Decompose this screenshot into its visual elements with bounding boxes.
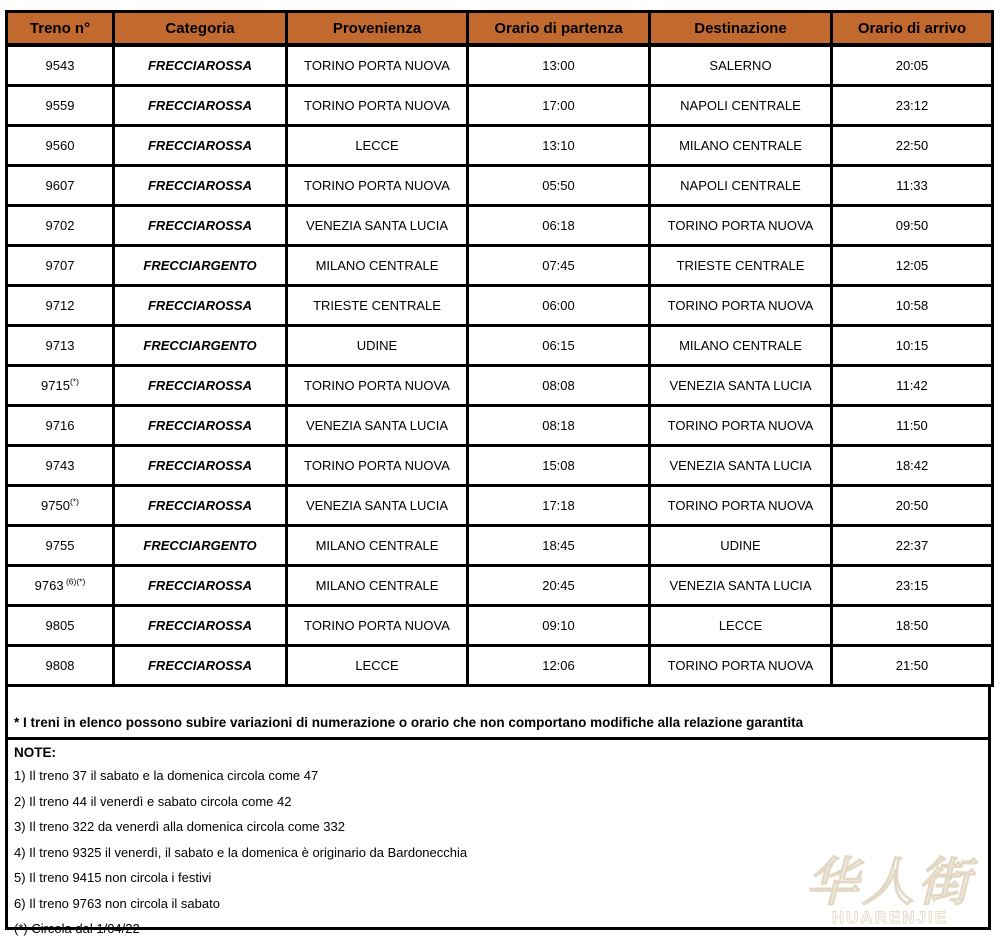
cell-train-number [7, 526, 114, 566]
note-line: 1) Il treno 37 il sabato e la domenica circola come 47 [14, 768, 319, 783]
cell-train-number [7, 86, 114, 126]
table-row [7, 45, 993, 86]
cell-destination: VENEZIA SANTA LUCIA [650, 366, 832, 406]
note-line: 6) Il treno 9763 non circola il sabato [14, 895, 220, 911]
cell-arrival-time: 18:50 [832, 606, 993, 646]
train-number-footnote-marker: (*) [69, 496, 79, 507]
cell-destination: TORINO PORTA NUOVA [650, 646, 832, 686]
table-row [7, 86, 993, 126]
cell-train-number [7, 126, 114, 166]
table-row [7, 646, 993, 686]
cell-destination: TORINO PORTA NUOVA [650, 486, 832, 526]
table-row [7, 406, 993, 446]
cell-arrival-time: 11:33 [832, 166, 993, 206]
cell-arrival-time: 20:50 [832, 486, 993, 526]
header-category: Categoria [114, 12, 287, 46]
cell-origin: TRIESTE CENTRALE [287, 286, 468, 326]
cell-category: FRECCIAROSSA [114, 366, 287, 406]
table-row [7, 446, 993, 486]
train-number-text: 9707 [45, 258, 75, 273]
notes-box [5, 737, 991, 936]
table-row [7, 326, 993, 366]
cell-departure-time: 06:18 [468, 206, 650, 246]
cell-departure-time: 15:08 [468, 446, 650, 486]
cell-category: FRECCIAROSSA [114, 286, 287, 326]
cell-category: FRECCIARGENTO [114, 246, 287, 286]
cell-arrival-time: 10:58 [832, 286, 993, 326]
note-line: 2) Il treno 44 il venerdì e sabato circola come 42 [14, 793, 292, 809]
train-number-text: 9712 [45, 298, 75, 313]
cell-departure-time: 06:00 [468, 286, 650, 326]
note-line: 4) Il treno 9325 il venerdì, il sabato e la domenica è originario da Bardonecchia [14, 844, 468, 860]
train-number-text: 9607 [45, 178, 75, 193]
table-row [7, 206, 993, 246]
cell-destination: NAPOLI CENTRALE [650, 86, 832, 126]
cell-category: FRECCIAROSSA [114, 486, 287, 526]
train-number-footnote-marker: (6)(*) [63, 576, 86, 587]
table-row [7, 286, 993, 326]
cell-origin: TORINO PORTA NUOVA [287, 606, 468, 646]
cell-destination: NAPOLI CENTRALE [650, 166, 832, 206]
cell-destination: TORINO PORTA NUOVA [650, 286, 832, 326]
cell-destination: TRIESTE CENTRALE [650, 246, 832, 286]
table-row [7, 246, 993, 286]
cell-departure-time: 17:00 [468, 86, 650, 126]
cell-destination: VENEZIA SANTA LUCIA [650, 566, 832, 606]
cell-destination: TORINO PORTA NUOVA [650, 206, 832, 246]
cell-departure-time: 20:45 [468, 566, 650, 606]
cell-origin: MILANO CENTRALE [287, 526, 468, 566]
cell-category: FRECCIAROSSA [114, 45, 287, 86]
cell-category: FRECCIARGENTO [114, 326, 287, 366]
cell-train-number [7, 446, 114, 486]
table-row [7, 566, 993, 606]
train-number-text: 9702 [45, 218, 75, 233]
notes-list [14, 768, 982, 936]
header-arrival-time: Orario di arrivo [832, 12, 993, 46]
note-line: 3) Il treno 322 da venerdì alla domenica circola come 332 [14, 819, 345, 834]
notes-title: NOTE: [14, 745, 56, 760]
train-number-text: 9763 [34, 578, 64, 593]
cell-train-number [7, 45, 114, 86]
cell-category: FRECCIAROSSA [114, 166, 287, 206]
train-number-text: 9808 [45, 658, 75, 673]
cell-destination: SALERNO [650, 45, 832, 86]
table-row [7, 126, 993, 166]
header-destination: Destinazione [650, 12, 832, 46]
cell-origin: VENEZIA SANTA LUCIA [287, 486, 468, 526]
cell-train-number [7, 366, 114, 406]
cell-category: FRECCIAROSSA [114, 606, 287, 646]
cell-category: FRECCIAROSSA [114, 566, 287, 606]
cell-arrival-time: 11:42 [832, 366, 993, 406]
table-row [7, 526, 993, 566]
cell-departure-time: 12:06 [468, 646, 650, 686]
cell-arrival-time: 22:50 [832, 126, 993, 166]
variation-note-text: * I treni in elenco possono subire variazioni di numerazione o orario che non comportano modifiche alla relazione garantita [14, 715, 804, 730]
cell-train-number [7, 566, 114, 606]
cell-category: FRECCIAROSSA [114, 406, 287, 446]
cell-arrival-time: 10:15 [832, 326, 993, 366]
cell-category: FRECCIAROSSA [114, 446, 287, 486]
cell-destination: MILANO CENTRALE [650, 126, 832, 166]
cell-destination: VENEZIA SANTA LUCIA [650, 446, 832, 486]
cell-origin: MILANO CENTRALE [287, 566, 468, 606]
guaranteed-trains-note-box [5, 684, 991, 740]
cell-origin: VENEZIA SANTA LUCIA [287, 406, 468, 446]
header-train-number: Treno n° [7, 12, 114, 46]
cell-departure-time: 06:15 [468, 326, 650, 366]
cell-origin: TORINO PORTA NUOVA [287, 45, 468, 86]
cell-origin: VENEZIA SANTA LUCIA [287, 206, 468, 246]
cell-category: FRECCIAROSSA [114, 646, 287, 686]
cell-arrival-time: 20:05 [832, 45, 993, 86]
cell-train-number [7, 286, 114, 326]
cell-departure-time: 09:10 [468, 606, 650, 646]
train-number-text: 9560 [45, 138, 75, 153]
cell-destination: LECCE [650, 606, 832, 646]
header-departure-time: Orario di partenza [468, 12, 650, 46]
note-line: (*) Circola dal 1/04/22 [14, 921, 140, 936]
cell-departure-time: 08:18 [468, 406, 650, 446]
header-origin: Provenienza [287, 12, 468, 46]
train-number-text: 9715 [41, 378, 70, 393]
note-line: 5) Il treno 9415 non circola i festivi [14, 870, 212, 885]
cell-arrival-time: 18:42 [832, 446, 993, 486]
table-row [7, 606, 993, 646]
train-number-text: 9716 [45, 418, 75, 433]
cell-origin: TORINO PORTA NUOVA [287, 366, 468, 406]
cell-train-number [7, 246, 114, 286]
cell-train-number [7, 646, 114, 686]
cell-train-number [7, 406, 114, 446]
cell-category: FRECCIAROSSA [114, 86, 287, 126]
cell-train-number [7, 486, 114, 526]
header-row [7, 12, 993, 46]
cell-departure-time: 13:00 [468, 45, 650, 86]
cell-departure-time: 17:18 [468, 486, 650, 526]
cell-category: FRECCIAROSSA [114, 126, 287, 166]
train-number-text: 9559 [45, 98, 75, 113]
cell-departure-time: 13:10 [468, 126, 650, 166]
cell-arrival-time: 21:50 [832, 646, 993, 686]
watermark-latin-text: HUARENJIE [831, 908, 949, 927]
cell-departure-time: 05:50 [468, 166, 650, 206]
cell-destination: TORINO PORTA NUOVA [650, 406, 832, 446]
cell-departure-time: 18:45 [468, 526, 650, 566]
train-number-text: 9805 [45, 618, 75, 633]
cell-category: FRECCIARGENTO [114, 526, 287, 566]
train-number-text: 9750 [41, 498, 70, 513]
timetable-body [7, 45, 993, 686]
table-row [7, 166, 993, 206]
train-timetable [5, 10, 994, 687]
cell-arrival-time: 09:50 [832, 206, 993, 246]
train-number-text: 9713 [45, 338, 75, 353]
train-number-text: 9543 [45, 58, 75, 73]
table-row [7, 366, 993, 406]
cell-destination: UDINE [650, 526, 832, 566]
cell-train-number [7, 606, 114, 646]
timetable-content [5, 10, 991, 936]
cell-origin: LECCE [287, 126, 468, 166]
cell-arrival-time: 22:37 [832, 526, 993, 566]
cell-arrival-time: 11:50 [832, 406, 993, 446]
cell-origin: TORINO PORTA NUOVA [287, 166, 468, 206]
cell-arrival-time: 23:15 [832, 566, 993, 606]
cell-origin: MILANO CENTRALE [287, 246, 468, 286]
cell-train-number [7, 206, 114, 246]
cell-category: FRECCIAROSSA [114, 206, 287, 246]
cell-departure-time: 08:08 [468, 366, 650, 406]
cell-origin: TORINO PORTA NUOVA [287, 446, 468, 486]
train-number-text: 9755 [45, 538, 75, 553]
cell-departure-time: 07:45 [468, 246, 650, 286]
cell-arrival-time: 23:12 [832, 86, 993, 126]
cell-origin: UDINE [287, 326, 468, 366]
cell-train-number [7, 166, 114, 206]
cell-arrival-time: 12:05 [832, 246, 993, 286]
train-number-footnote-marker: (*) [69, 376, 79, 387]
cell-origin: TORINO PORTA NUOVA [287, 86, 468, 126]
timetable-header [7, 12, 993, 46]
table-row [7, 486, 993, 526]
cell-origin: LECCE [287, 646, 468, 686]
cell-train-number [7, 326, 114, 366]
train-number-text: 9743 [45, 458, 75, 473]
cell-destination: MILANO CENTRALE [650, 326, 832, 366]
watermark-chinese-logo: 华人街 [805, 854, 974, 912]
